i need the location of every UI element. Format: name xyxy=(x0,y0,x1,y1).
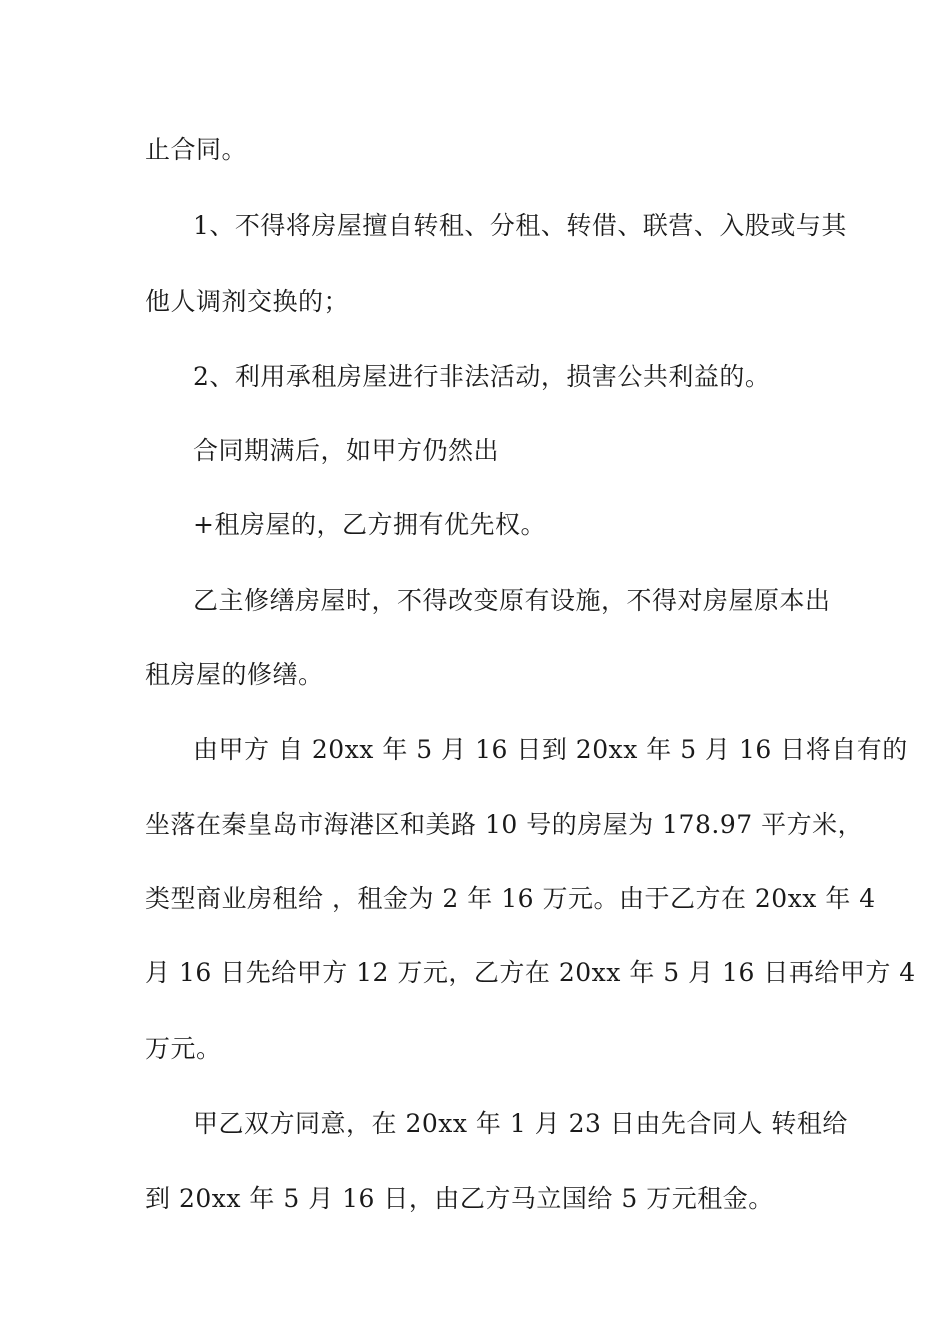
text-line: 万元。 xyxy=(145,1034,222,1063)
text-line: 类型商业房租给 ，租金为 2 年 16 万元。由于乙方在 20xx 年 4 xyxy=(145,884,876,913)
text-line: 乙主修缮房屋时，不得改变原有设施，不得对房屋原本出 xyxy=(193,586,831,615)
text-line: 甲乙双方同意，在 20xx 年 1 月 23 日由先合同人 转租给 xyxy=(193,1109,848,1138)
text-line: 合同期满后，如甲方仍然出 xyxy=(193,436,500,465)
text-line: 他人调剂交换的； xyxy=(145,287,350,316)
text-line: 坐落在秦皇岛市海港区和美路 10 号的房屋为 178.97 平方米， xyxy=(145,810,864,839)
text-line: 租房屋的修缮。 xyxy=(145,660,324,689)
text-line: 月 16 日先给甲方 12 万元，乙方在 20xx 年 5 月 16 日再给甲方 4 xyxy=(145,958,916,987)
text-line: 1、不得将房屋擅自转租、分租、转借、联营、入股或与其 xyxy=(193,211,847,240)
text-line: 由甲方 自 20xx 年 5 月 16 日到 20xx 年 5 月 16 日将自有的 xyxy=(193,735,908,764)
text-line: 止合同。 xyxy=(145,135,248,164)
text-line: 2、利用承租房屋进行非法活动，损害公共利益的。 xyxy=(193,362,771,391)
text-line: 到 20xx 年 5 月 16 日，由乙方马立国给 5 万元租金。 xyxy=(145,1184,774,1213)
text-line: +租房屋的，乙方拥有优先权。 xyxy=(193,510,546,539)
